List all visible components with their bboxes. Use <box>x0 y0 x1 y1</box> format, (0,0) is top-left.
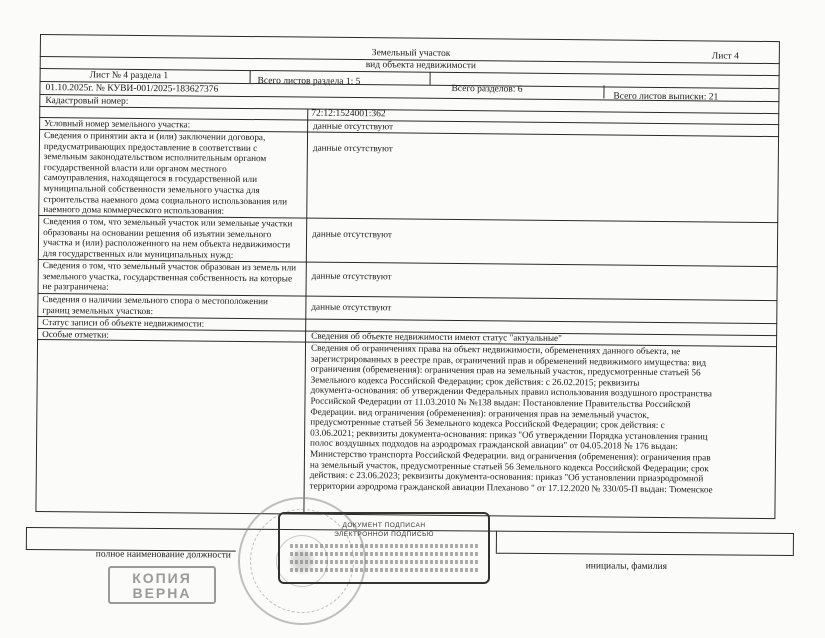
esign-detail-line <box>290 552 478 556</box>
row-value-contract-info: данные отсутствуют <box>312 142 393 154</box>
header-vline <box>430 72 431 85</box>
row-label-unallocated-land: Сведения о том, что земельный участок образован из земель или земельного участка, государственная собственность на которые не разграничена: <box>42 260 297 292</box>
sheets-in-section: Всего листов раздела 1: 5 <box>257 76 361 88</box>
row-label-land-dispute: Сведения о наличии земельного спора о местоположении границ земельных участков: <box>42 294 269 316</box>
copy-verified-stamp <box>108 566 216 604</box>
date-number: 01.10.2025г. № КУВИ-001/2025-183627376 <box>45 83 219 95</box>
esign-detail-line <box>290 568 478 572</box>
sections-total: Всего разделов: 6 <box>451 83 523 95</box>
row-label-record-status: Статус записи об объекте недвижимости: <box>42 317 205 329</box>
signature-vline <box>496 531 497 553</box>
header-vline <box>250 70 251 83</box>
section-title: Земельный участок <box>371 48 451 59</box>
row-label-contract-info: Сведения о принятии акта и (или) заключении договора, предусматривающих предоставление в соответствии с земельным законодательством исполнительным органом государственной власти или органом местного самоуправления, находящегося в государственной или муниципальной собственности земельного участка для строительства наемного дома социального использования или наемного дома коммерческого использования: <box>43 130 288 216</box>
esign-detail-line <box>290 544 478 548</box>
esign-detail-line <box>290 560 478 564</box>
sheet-of-section: Лист № 4 раздела 1 <box>89 70 169 82</box>
electronic-signature-stamp <box>278 512 490 584</box>
esign-line1: ДОКУМЕНТ ПОДПИСАН <box>342 522 426 529</box>
row-label-withdrawal-info: Сведения о том, что земельный участок или земельные участки образованы на основании решения об изъятии земельного участка и (или) расположенного на нем объекта недвижимости для государственных или муниципальных нужд: <box>42 216 293 260</box>
row-label-special-notes: Особые отметки: <box>42 329 110 340</box>
sheet-label: Лист 4 <box>711 51 739 62</box>
cadastral-label: Кадастровый номер: <box>45 96 129 107</box>
sheets-total: Всего листов выписки: 21 <box>613 91 719 103</box>
row-value-conditional-number: данные отсутствуют <box>313 120 394 132</box>
row-value-withdrawal-info: данные отсутствуют <box>312 228 393 240</box>
copy-stamp-line1: КОПИЯ <box>132 570 192 586</box>
position-label: полное наименование должности <box>95 549 231 561</box>
esign-line2: ЭЛЕКТРОННОЙ ПОДПИСЬЮ <box>334 531 434 538</box>
initials-label: инициалы, фамилия <box>585 561 668 573</box>
row-value-special-notes: Сведения об ограничениях права на объект недвижимости, обременениях данного объекта, не зарегистрированных в реестре прав, ограничений прав и обременений недвижимого имущества: вид ограничения (обременения): ограничения прав на земельный участок, предусмотренные статьей 56 Земельного кодекса Российской Федерации; срок действия: с 26.02.2015; реквизиты документа-основания: об утверждении Федеральных правил использования воздушного пространства Российской Федерации от 11.03.2010 № №138 выдан: Постановление Правительства Российской Федерации. вид ограничения (обременения): ограничения прав на земельный участок, предусмотренные статьей 56 Земельного кодекса Российской Федерации; срок действия: с 03.06.2021; реквизиты документа-основания: приказ "Об утверждении Порядка установления границ полос воздушных подходов на аэродромах гражданской авиации" от 04.05.2018 № 176 выдан: Министерство транспорта Российской Федерации. вид ограничения (обременения): ограничения прав на земельный участок, предусмотренные статьей 56 Земельного кодекса Российской Федерации; срок действия: с 23.06.2023; реквизиты документа-основания: приказ "Об установлении приаэродромной территории аэродрома гражданской авиации Плеханово " от 17.12.2020 № 330/05-П выдан: Тюменское <box>309 342 713 495</box>
cadastral-value: 72:12:1524001:362 <box>311 108 386 120</box>
row-value-record-status: Сведения об объекте недвижимости имеют статус "актуальные" <box>311 330 562 344</box>
extract-sheet <box>35 34 780 531</box>
row-label-conditional-number: Условный номер земельного участка: <box>44 118 191 130</box>
object-type: вид объекта недвижимости <box>365 60 477 72</box>
copy-stamp-line2: ВЕРНА <box>132 585 192 601</box>
row-value-land-dispute: данные отсутствуют <box>311 301 392 313</box>
row-value-unallocated-land: данные отсутствуют <box>311 270 392 282</box>
